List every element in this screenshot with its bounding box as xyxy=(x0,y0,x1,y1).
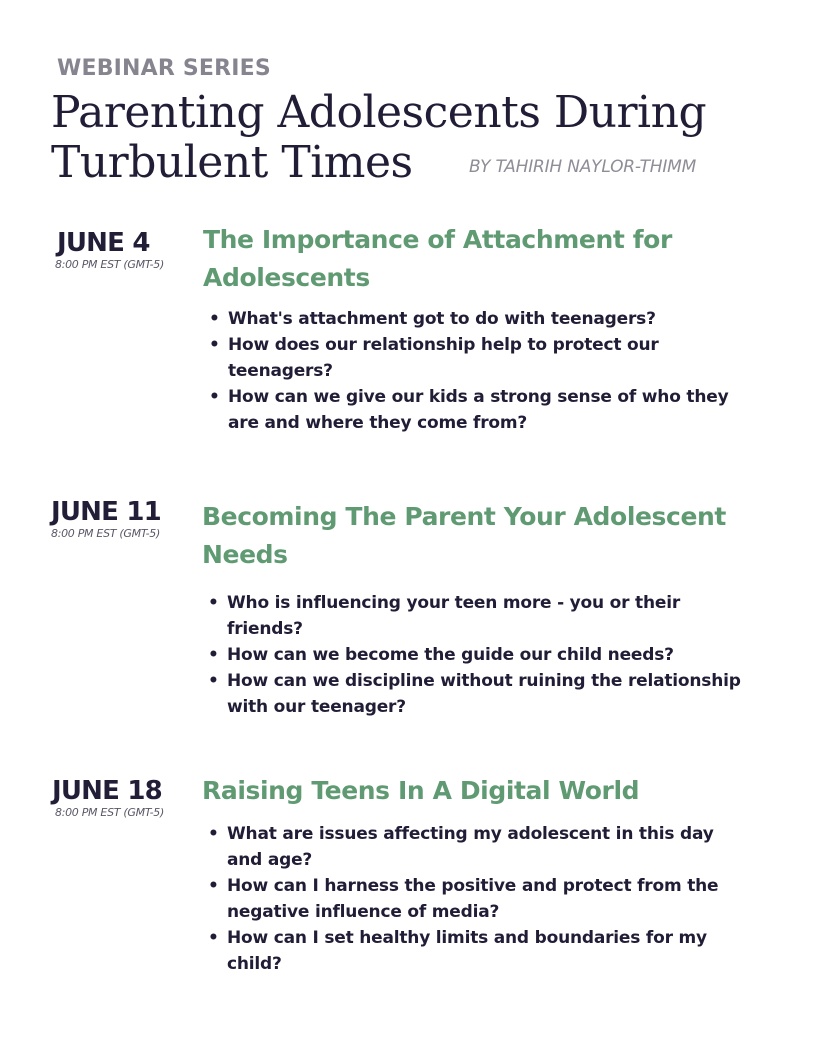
bullet-icon: • xyxy=(209,335,220,355)
question-text: How can we become the guide our child needs? xyxy=(227,645,674,665)
question-text: What's attachment got to do with teenagers? xyxy=(228,309,656,329)
session-title: Becoming The Parent Your Adolescent Needs xyxy=(202,502,726,569)
bullet-icon: • xyxy=(208,593,219,613)
session-time: 8:00 PM EST (GMT-5) xyxy=(51,527,160,540)
title-line-1: Parenting Adolescents During xyxy=(51,87,707,138)
question-list xyxy=(205,821,745,977)
bullet-icon: • xyxy=(208,671,219,691)
author-byline: BY TAHIRIH NAYLOR-THIMM xyxy=(469,157,697,177)
series-eyebrow: WEBINAR SERIES xyxy=(57,56,271,81)
question-item xyxy=(206,306,746,332)
bullet-icon: • xyxy=(208,876,219,896)
session-title: Raising Teens In A Digital World xyxy=(202,776,640,805)
question-item xyxy=(205,925,745,977)
session-date: JUNE 11 xyxy=(51,497,161,527)
question-list xyxy=(206,306,746,436)
question-item xyxy=(205,821,745,873)
bullet-icon: • xyxy=(209,387,220,407)
session-date-block xyxy=(52,776,202,819)
question-text: What are issues affecting my adolescent in this day and age? xyxy=(227,824,714,870)
question-text: How can I set healthy limits and boundaries for my child? xyxy=(227,928,707,974)
question-item xyxy=(206,384,746,436)
question-item xyxy=(205,873,745,925)
question-item xyxy=(205,590,745,642)
bullet-icon: • xyxy=(208,928,219,948)
session-date-block xyxy=(51,497,201,540)
bullet-icon: • xyxy=(208,824,219,844)
question-list xyxy=(205,590,745,720)
question-item xyxy=(205,642,745,668)
session-title: The Importance of Attachment for Adolescents xyxy=(203,225,672,292)
question-text: How can we discipline without ruining the relationship with our teenager? xyxy=(227,671,741,717)
session-date: JUNE 18 xyxy=(52,776,162,806)
question-text: Who is influencing your teen more - you or their friends? xyxy=(227,593,681,639)
question-text: How does our relationship help to protect our teenagers? xyxy=(228,335,659,381)
bullet-icon: • xyxy=(208,645,219,665)
session-time: 8:00 PM EST (GMT-5) xyxy=(55,806,164,819)
title-line-2: Turbulent Times xyxy=(51,137,413,188)
session-date: JUNE 4 xyxy=(57,228,150,258)
session-date-block xyxy=(57,228,207,271)
question-text: How can I harness the positive and protect from the negative influence of media? xyxy=(227,876,719,922)
question-item xyxy=(206,332,746,384)
session-time: 8:00 PM EST (GMT-5) xyxy=(55,258,164,271)
question-item xyxy=(205,668,745,720)
bullet-icon: • xyxy=(209,309,220,329)
question-text: How can we give our kids a strong sense of who they are and where they come from? xyxy=(228,387,729,433)
